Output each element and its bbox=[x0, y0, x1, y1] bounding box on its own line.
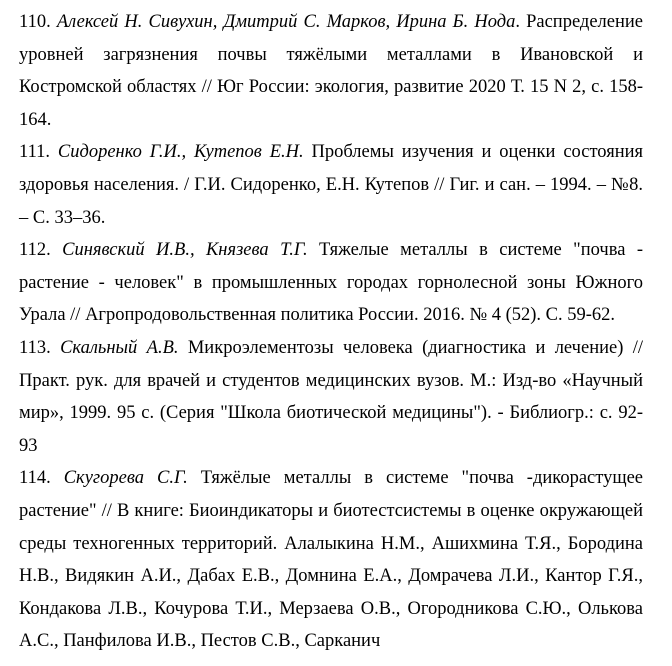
reference-authors: Синявский И.В., Князева Т.Г. bbox=[62, 240, 308, 261]
reference-number: 114. bbox=[19, 468, 51, 489]
reference-text: Микроэлементозы человека (диагностика и лечение) // Практ. рук. для врачей и студентов медицинских вузов. М.: Изд-во «Научный мир», 1999. 95 с. (Серия "Школа биотической медицины"). - Библиогр.: с. 92-93 bbox=[19, 337, 644, 456]
reference-entry-113 bbox=[19, 332, 643, 462]
reference-authors: Алексей Н. Сивухин, Дмитрий С. Марков, Ирина Б. Нода bbox=[56, 12, 516, 32]
reference-authors: Скугорева С.Г. bbox=[63, 468, 188, 489]
reference-entry-110 bbox=[19, 6, 643, 136]
reference-entry-114 bbox=[19, 462, 643, 658]
reference-text: . Распределение уровней загрязнения почвы тяжёлыми металлами в Ивановской и Костромской областях // Юг России: экология, развитие 2020 Т. 15 N 2, с. 158-164. bbox=[19, 12, 643, 130]
reference-authors: Скальный А.В. bbox=[60, 337, 179, 358]
reference-number: 110. bbox=[19, 12, 51, 32]
reference-list bbox=[19, 6, 643, 658]
reference-entry-112 bbox=[19, 234, 643, 332]
reference-number: 112. bbox=[19, 240, 51, 261]
reference-authors: Сидоренко Г.И., Кутепов Е.Н. bbox=[57, 142, 304, 163]
reference-text: Проблемы изучения и оценки состояния здоровья населения. / Г.И. Сидоренко, Е.Н. Кутепов // Гиг. и сан. – 1994. – №8. – С. 33–36. bbox=[19, 142, 644, 228]
reference-number: 111. bbox=[19, 142, 51, 163]
reference-number: 113. bbox=[19, 337, 51, 358]
reference-text: Тяжелые металлы в системе "почва - растение - человек" в промышленных городах горнолесной зоны Южного Урала // Агропродовольственная политика России. 2016. № 4 (52). С. 59-62. bbox=[19, 240, 643, 326]
reference-entry-111 bbox=[19, 136, 643, 234]
reference-text: Тяжёлые металлы в системе "почва -дикорастущее растение" // В книге: Биоиндикаторы и биотестсистемы в оценке окружающей среды техногенных территорий. Алалыкина Н.М., Ашихмина Т.Я., Бородина Н.В., Видякин А.И., Дабах Е.В., Домнина Е.А., Домрачева Л.И., Кантор Г.Я., Кондакова Л.В., Кочурова Т.И., Мерзаева О.В., Огородникова С.Ю., Олькова А.С., Панфилова И.В., Пестов С.В., Сарканич bbox=[19, 468, 643, 652]
